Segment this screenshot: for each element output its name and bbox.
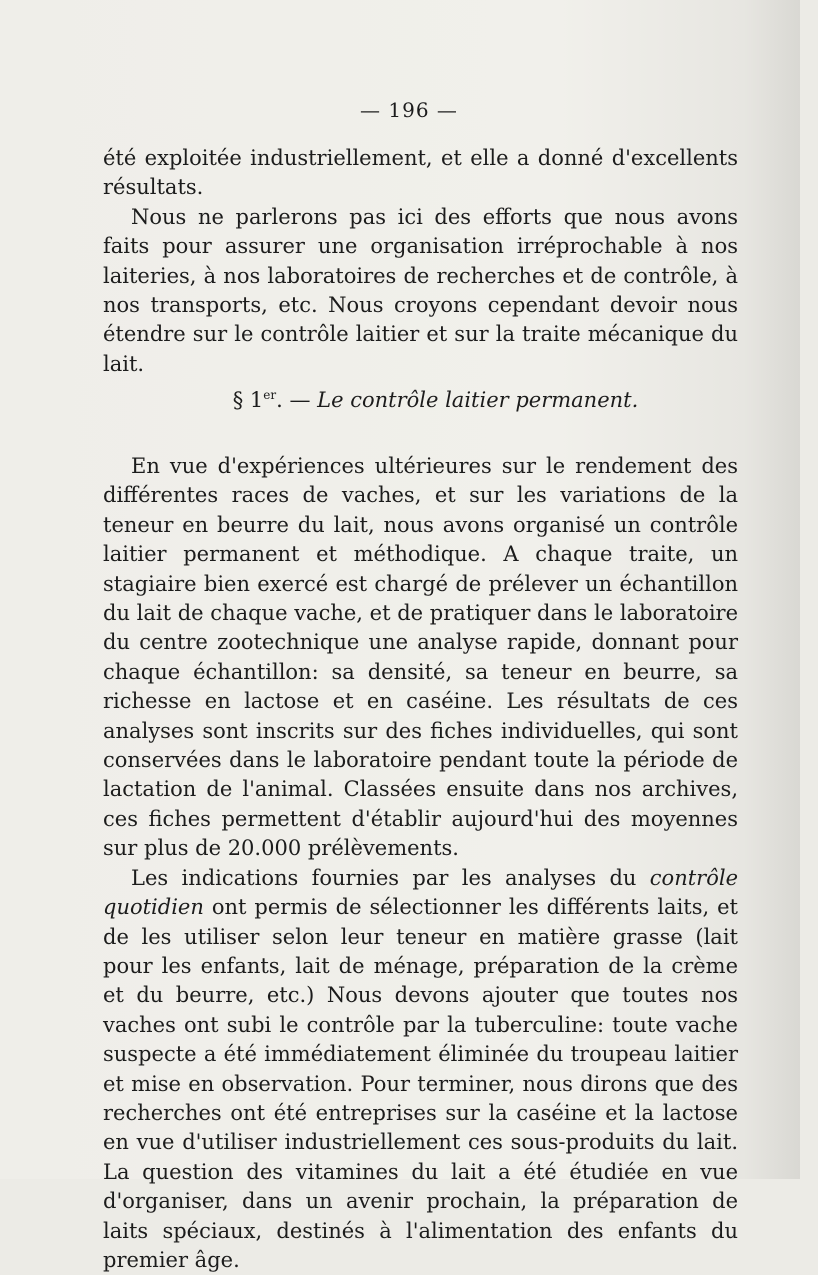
paragraph-4-part-2: ont permis de sélectionner les différents laits, et de les utiliser selon leur teneur en matière grasse (lait pour les enfants, lait de ménage, préparation de la crème et du beurre, etc.) Nous devons ajouter que toutes nos vaches ont subi le contrôle par la tuberculine: toute vache suspecte a été immédiatement éliminée du troupeau laitier et mise en observation. Pour terminer, nous dirons que des recherches ont été entreprises sur la caséine et la lactose en vue d'utiliser industriellement ces sous-produits du lait. La question des vitamines du lait a été étudiée en vue d'organiser, dans un avenir prochain, la préparation de laits spéciaux, destinés à l'alimentation des enfants du premier âge. (103, 895, 738, 1272)
paragraph-4 (103, 864, 738, 1275)
paragraph-4-part-1: Les indications fournies par les analyses du (131, 865, 650, 890)
section-title: Le contrôle laitier permanent. (317, 388, 639, 412)
paragraph-4-emphasis: contrôle quotidien (103, 865, 738, 920)
page-number: — 196 — (360, 98, 458, 122)
section-number-superscript: er (263, 388, 277, 402)
paragraph-3: En vue d'expériences ultérieures sur le rendement des différentes races de vaches, et sur les variations de la teneur en beurre du lait, nous avons organisé un contrôle laitier permanent et méthodique. A chaque traite, un stagiaire bien exercé est chargé de prélever un échantillon du lait de chaque vache, et de pratiquer dans le laboratoire du centre zootechnique une analyse rapide, donnant pour chaque échantillon: sa densité, sa teneur en beurre, sa richesse en lactose et en caséine. Les résultats de ces analyses sont inscrits sur des fiches individuelles, qui sont conservées dans le laboratoire pendant toute la période de lactation de l'animal. Classées ensuite dans nos archives, ces fiches permettent d'établir aujourd'hui des moyennes sur plus de 20.000 prélèvements. (103, 454, 738, 861)
section-body (103, 452, 738, 1275)
paragraph-2: Nous ne parlerons pas ici des efforts que nous avons faits pour assurer une organisation irréprochable à nos laiteries, à nos laboratoires de recherches et de contrôle, à nos transports, etc. Nous croyons cependant devoir nous étendre sur le contrôle laitier et sur la traite mécanique du lait. (103, 204, 738, 376)
section-separator: . — (276, 388, 311, 412)
top-text-block (103, 144, 738, 379)
section-heading (103, 381, 738, 415)
section-symbol: § (232, 388, 244, 412)
section-number: 1 (249, 388, 264, 412)
paragraph-1: été exploitée industriellement, et elle a donné d'excellents résultats. (103, 146, 738, 200)
